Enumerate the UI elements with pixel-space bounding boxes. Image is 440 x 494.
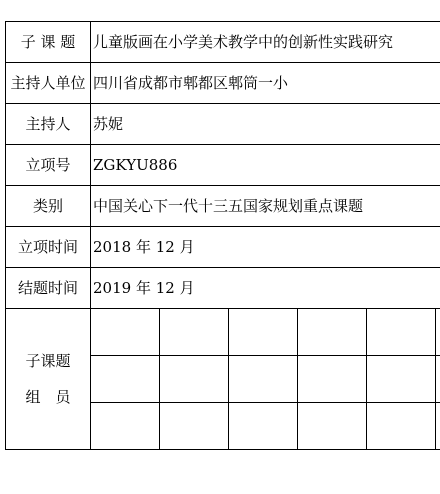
member-cell <box>160 356 229 403</box>
member-cell <box>298 356 367 403</box>
row-completion-date <box>6 268 440 309</box>
member-cell <box>229 356 298 403</box>
members-label <box>6 309 91 450</box>
category-value: 中国关心下一代十三五国家规划重点课题 <box>91 186 440 227</box>
member-cell <box>367 403 436 450</box>
subtopic-label: 子 课 题 <box>6 22 91 63</box>
member-cell <box>367 309 436 356</box>
member-cell <box>91 356 160 403</box>
completion-date-label: 结题时间 <box>6 268 91 309</box>
row-category <box>6 186 440 227</box>
host-unit-value: 四川省成都市郫都区郫筒一小 <box>91 63 440 104</box>
member-cell <box>436 309 440 356</box>
member-cell <box>229 309 298 356</box>
project-number-value: ZGKYU886 <box>91 145 440 186</box>
project-info-table <box>5 21 440 450</box>
member-cell <box>298 309 367 356</box>
row-host <box>6 104 440 145</box>
member-cell <box>298 403 367 450</box>
members-label-line2: 组 员 <box>25 388 71 406</box>
row-approval-date <box>6 227 440 268</box>
member-cell <box>436 356 440 403</box>
row-project-number <box>6 145 440 186</box>
approval-date-value: 2018 年 12 月 <box>91 227 440 268</box>
member-cell <box>436 403 440 450</box>
host-label: 主持人 <box>6 104 91 145</box>
member-cell <box>160 403 229 450</box>
member-cell <box>160 309 229 356</box>
member-cell <box>91 309 160 356</box>
category-label: 类别 <box>6 186 91 227</box>
subtopic-value: 儿童版画在小学美术教学中的创新性实践研究 <box>91 22 440 63</box>
members-label-line1: 子课题 <box>25 352 71 370</box>
member-cell <box>91 403 160 450</box>
host-unit-label: 主持人单位 <box>6 63 91 104</box>
row-host-unit <box>6 63 440 104</box>
completion-date-value: 2019 年 12 月 <box>91 268 440 309</box>
host-value: 苏妮 <box>91 104 440 145</box>
approval-date-label: 立项时间 <box>6 227 91 268</box>
member-cell <box>229 403 298 450</box>
project-number-label: 立项号 <box>6 145 91 186</box>
row-subtopic <box>6 22 440 63</box>
member-cell <box>367 356 436 403</box>
row-members <box>6 309 440 356</box>
